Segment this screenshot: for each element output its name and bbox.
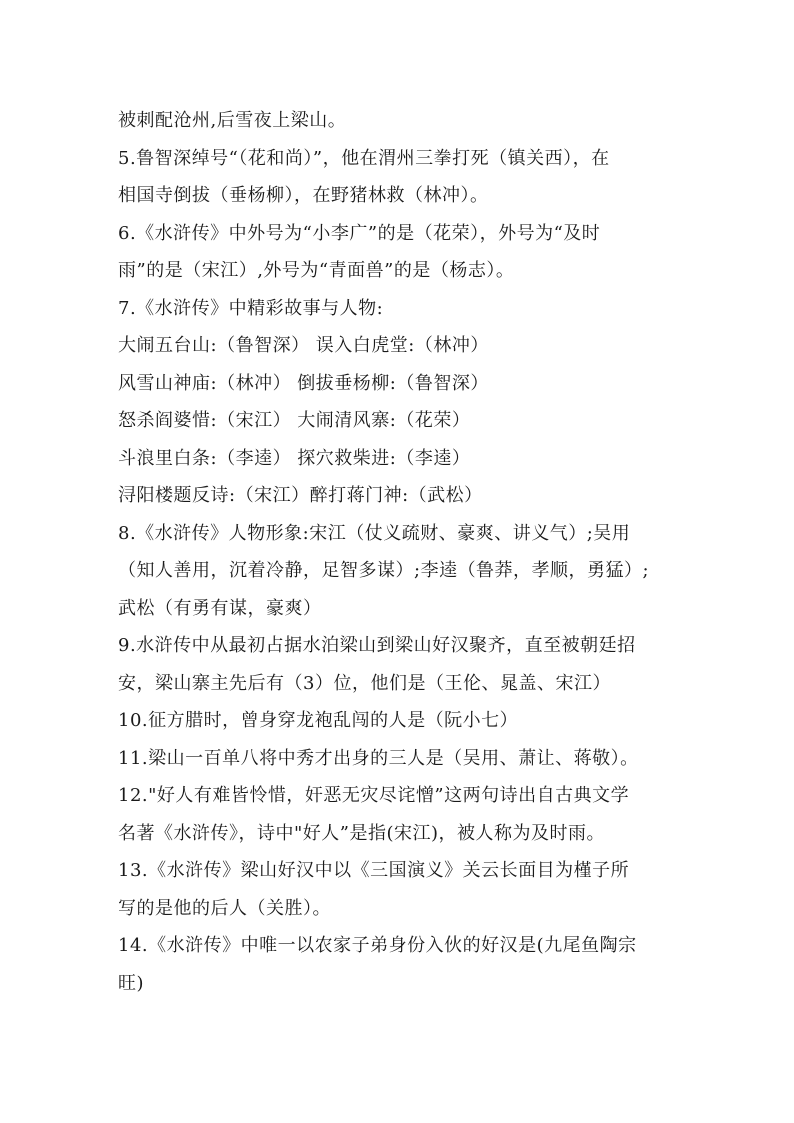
text-line: 14.《水浒传》中唯一以农家子弟身份入伙的好汉是(九尾鱼陶宗 bbox=[118, 935, 637, 956]
text-line: 9.水浒传中从最初占据水泊梁山到梁山好汉聚齐，直至被朝廷招 bbox=[118, 635, 636, 656]
text-line: 12."好人有难皆怜惜，奸恶无灾尽诧憎”这两句诗出自古典文学 bbox=[118, 785, 630, 806]
text-line: 斗浪里白条:（李逵） 探穴救柴进:（李逵） bbox=[118, 447, 471, 469]
text-line: 风雪山神庙:（林冲） 倒拔垂杨柳:（鲁智深） bbox=[118, 372, 489, 394]
text-line: 5.鲁智深绰号“（花和尚）”，他在渭州三拳打死（镇关西），在 bbox=[118, 147, 610, 169]
text-line: 大闹五台山:（鲁智深） 误入白虎堂:（林冲） bbox=[118, 335, 489, 356]
text-line: 相国寺倒拔（垂杨柳），在野猪林救（林冲）。 bbox=[118, 185, 489, 206]
text-line: 13.《水浒传》梁山好汉中以《三国演义》关云长面目为槿子所 bbox=[118, 860, 630, 881]
text-line: 被刺配沧州,后雪夜上梁山。 bbox=[118, 110, 347, 131]
text-line: 11.梁山一百单八将中秀才出身的三人是（吴用、萧让、蒋敬）。 bbox=[118, 747, 639, 769]
document-body bbox=[118, 102, 718, 1002]
text-line: 安，梁山寨主先后有（3）位，他们是（王伦、晁盖、宋江） bbox=[118, 672, 611, 694]
text-line: 浔阳楼题反诗:（宋江）醉打蒋门神:（武松） bbox=[118, 485, 483, 506]
text-line: 8.《水浒传》人物形象:宋江（仗义疏财、豪爽、讲义气）;吴用 bbox=[118, 522, 631, 544]
text-line: 6.《水浒传》中外号为“小李广”的是（花荣），外号为“及时 bbox=[118, 222, 601, 244]
text-line: 雨”的是（宋江）,外号为“青面兽”的是（杨志）。 bbox=[118, 260, 515, 281]
text-line: 旺) bbox=[118, 972, 145, 994]
text-line: 名著《水浒传》，诗中"好人”是指(宋江)，被人称为及时雨。 bbox=[118, 822, 606, 844]
text-line: 写的是他的后人（关胜）。 bbox=[118, 897, 331, 919]
text-line: （知人善用，沉着冷静，足智多谋）;李逵（鲁莽，孝顺，勇猛）; bbox=[118, 560, 650, 581]
text-line: 7.《水浒传》中精彩故事与人物: bbox=[118, 297, 384, 319]
text-line: 10.征方腊时，曾身穿龙袍乱闯的人是（阮小七） bbox=[118, 710, 519, 731]
text-line: 武松（有勇有谋，豪爽） bbox=[118, 597, 322, 619]
text-line: 怒杀阎婆惜:（宋江） 大闹清风寨:（花荣） bbox=[118, 410, 471, 431]
